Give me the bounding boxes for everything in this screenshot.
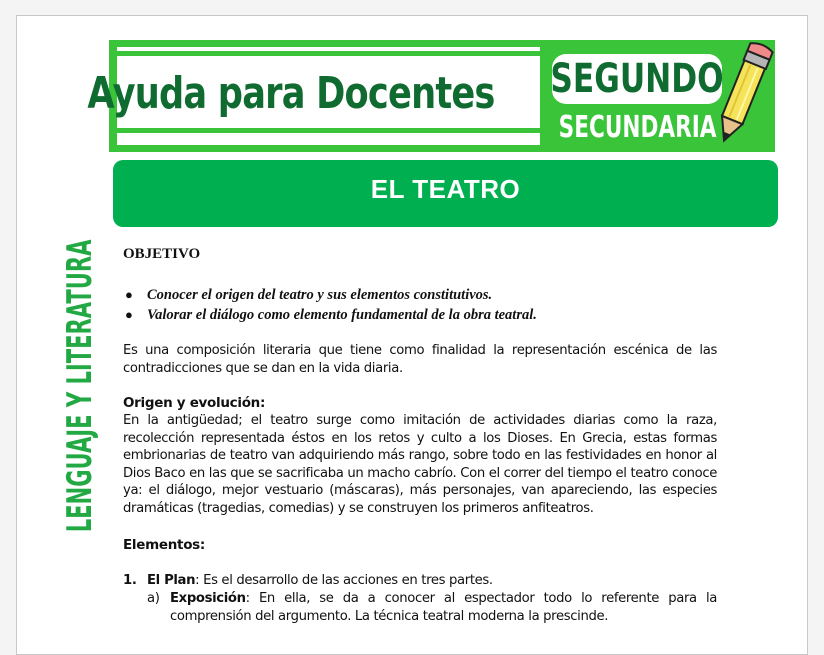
objective-item	[123, 305, 537, 325]
bullet-icon: ●	[125, 307, 133, 322]
objective-heading: OBJETIVO	[123, 246, 201, 262]
element-number: 1.	[123, 573, 137, 588]
grade-badge	[552, 54, 722, 104]
subitem-description: : En ella, se da a conocer al espectador todo lo referente para la comprensión del argumento. La técnica teatral moderna la prescinde.	[170, 591, 717, 624]
banner-title-panel	[87, 47, 540, 145]
header-banner	[87, 40, 775, 152]
element-subitem	[147, 590, 717, 625]
pencil-icon	[709, 42, 775, 150]
bullet-icon: ●	[125, 287, 133, 302]
origin-paragraph: En la antigüedad; el teatro surge como imitación de actividades diarias como la raza, recolección representada éstos en los retos y culto a los Dioses. En Grecia, estas formas embrionarias de teatro van adquiriendo más rango, sobre todo en las festividades en honor al Dios Baco en las que se sacrificaba un macho cabrío. Con el correr del tiempo el teatro conoce ya: el diálogo, mejor vestuario (máscaras), más personajes, van apareciendo, las especies dramáticas (tragedias, comedias) y se construyen los primeros anfiteatros.	[123, 413, 717, 516]
elements-heading: Elementos:	[123, 537, 206, 553]
element-item	[123, 572, 717, 590]
element-description: : Es el desarrollo de las acciones en tres partes.	[195, 573, 493, 588]
element-term: El Plan	[147, 573, 196, 588]
element-body	[147, 572, 717, 590]
banner-stripe-bottom	[117, 128, 540, 133]
subitem-body	[170, 590, 717, 625]
intro-paragraph: Es una composición literaria que tiene como finalidad la representación escénica de las contradicciones que se dan en la vida diaria.	[123, 343, 717, 376]
subitem-letter: a)	[147, 591, 160, 606]
objective-item-text: Valorar el diálogo como elemento fundamental de la obra teatral.	[147, 307, 537, 323]
objective-item-text: Conocer el origen del teatro y sus elementos constitutivos.	[147, 287, 493, 303]
title-bar	[113, 160, 778, 227]
subitem-term: Exposición	[170, 591, 246, 606]
page-title: EL TEATRO	[370, 174, 521, 204]
objective-list	[123, 285, 537, 325]
level-label	[555, 108, 720, 146]
objective-item	[123, 285, 537, 305]
subject-label-text: LENGUAJE Y LITERATURA	[60, 239, 100, 532]
level-label-text: SECUNDARIA	[558, 109, 717, 145]
grade-label: SEGUNDO	[550, 56, 724, 102]
site-title: Ayuda para Docentes	[87, 67, 495, 119]
origin-heading: Origen y evolución:	[123, 395, 266, 411]
subject-side-label	[60, 223, 100, 548]
banner-stripe-top	[117, 51, 540, 56]
